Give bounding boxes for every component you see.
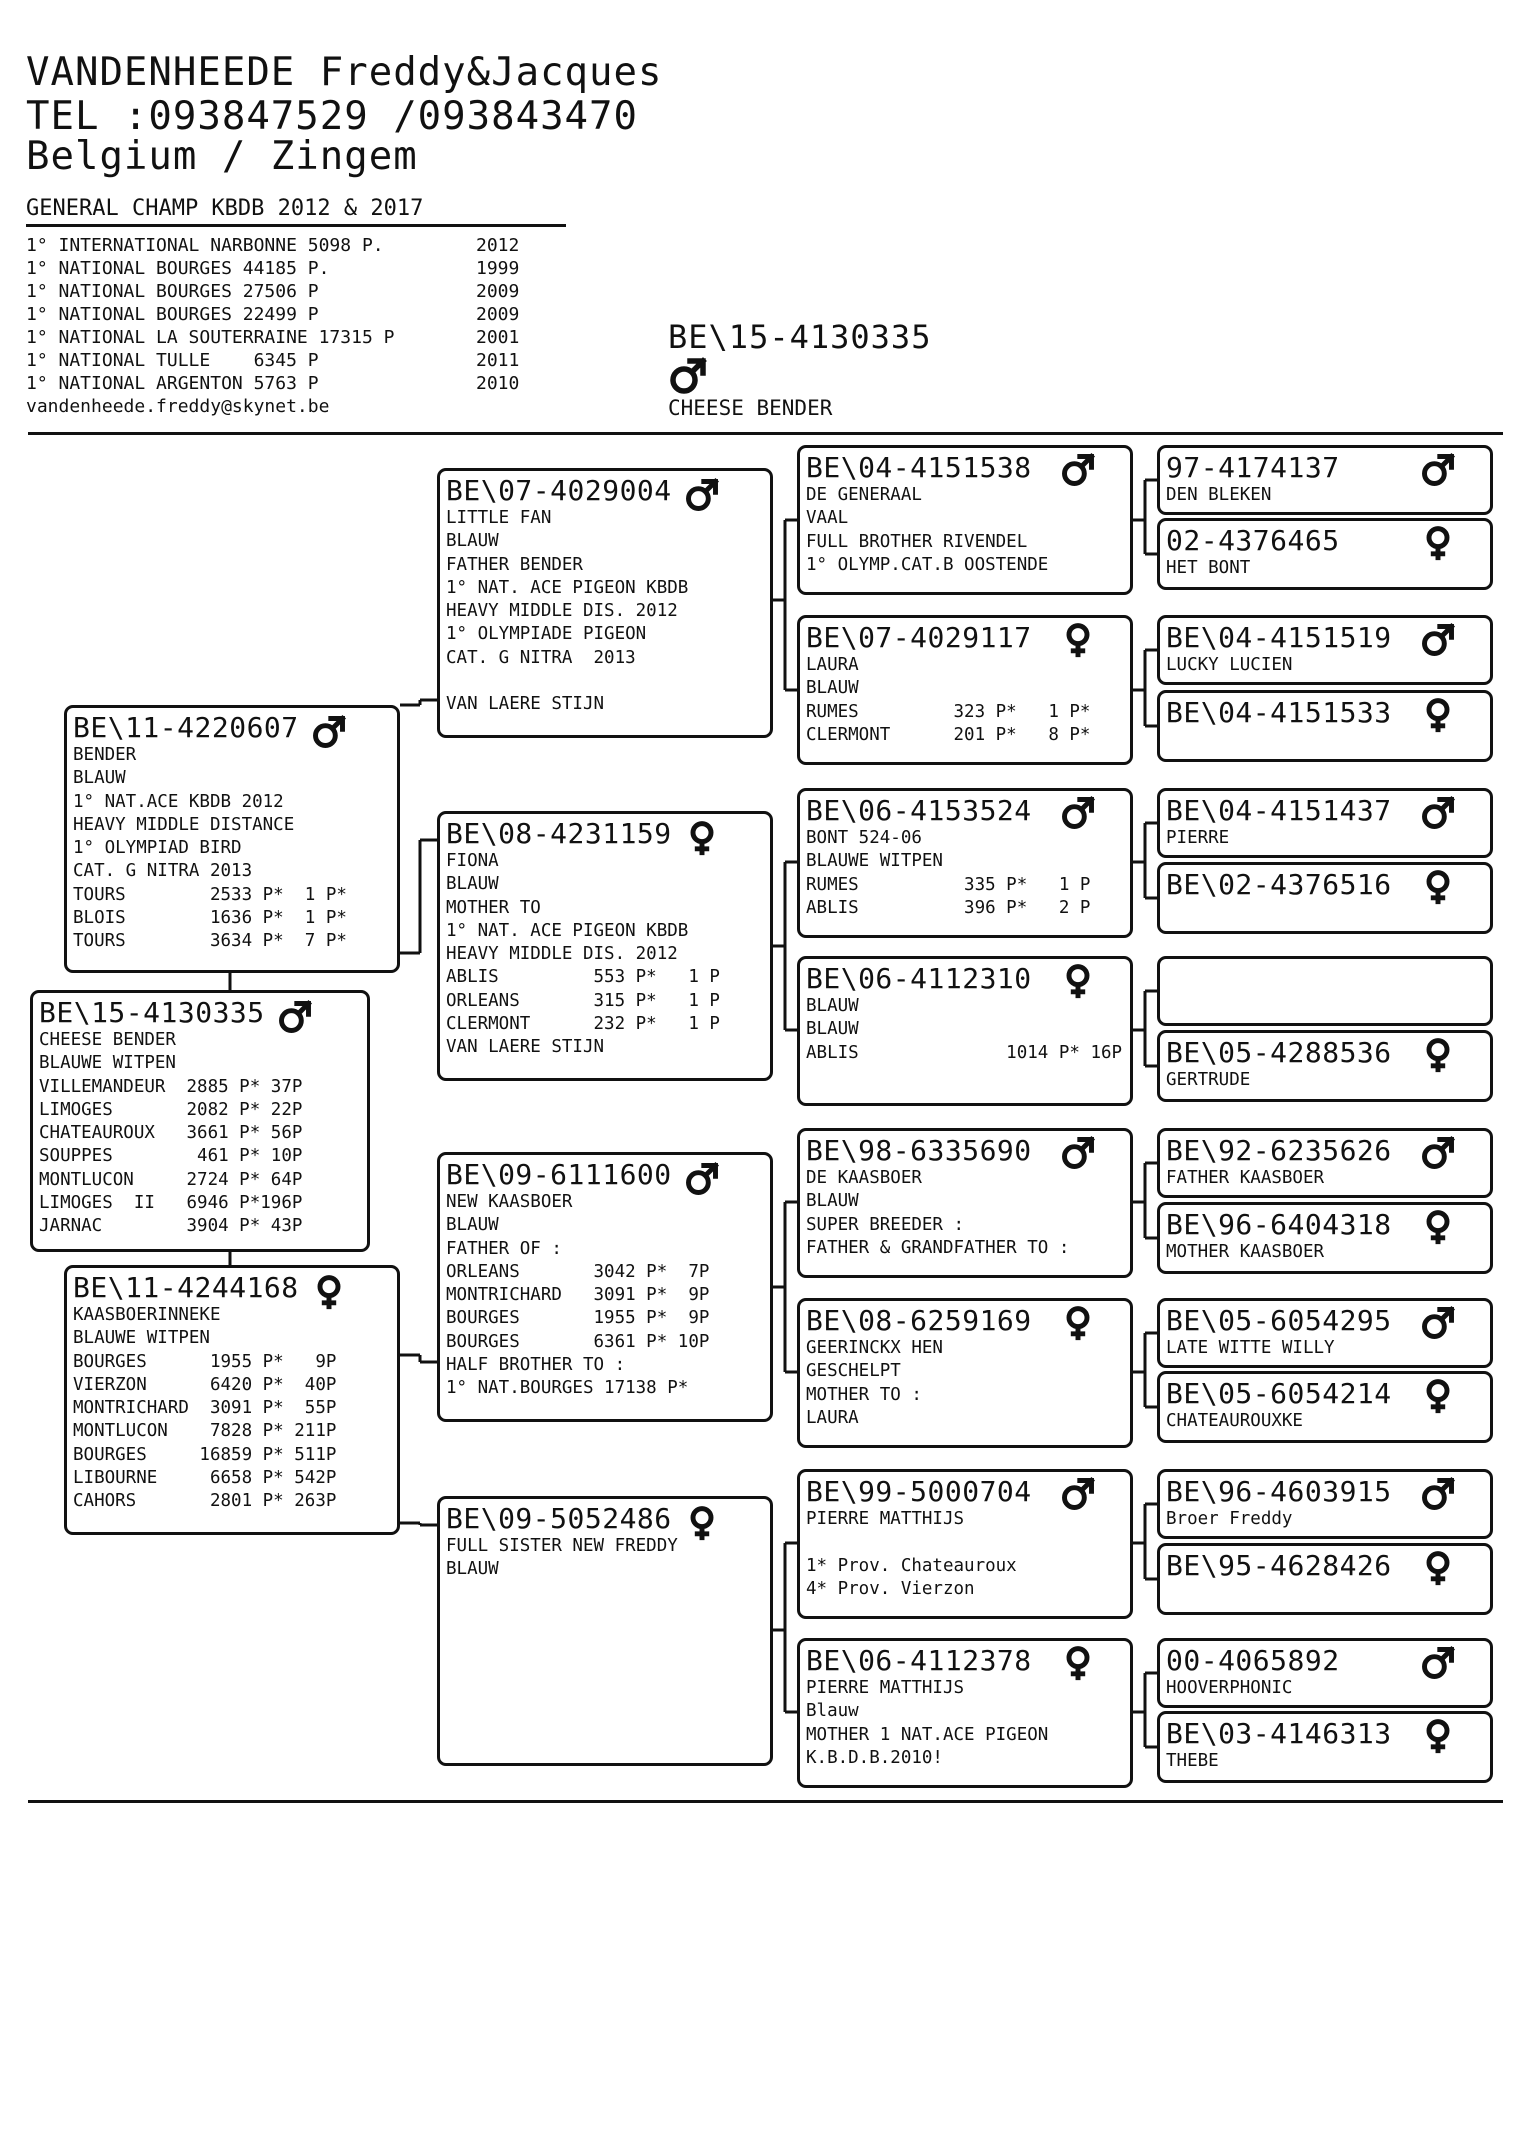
pigeon-info-line: MOTHER TO — [446, 897, 541, 918]
result-year: 2011 — [476, 350, 520, 371]
pigeon-card-p7 — [797, 445, 1133, 595]
pigeon-card-p25 — [1157, 1298, 1493, 1368]
pigeon-info-line: 1° NAT.BOURGES 17138 P* — [446, 1378, 689, 1399]
result-row — [26, 257, 519, 280]
pigeon-card-p29 — [1157, 1638, 1493, 1708]
pigeon-info-line: PIERRE MATTHIJS — [806, 1509, 965, 1529]
pigeon-info-line: JARNAC 3904 P* 43P — [39, 1216, 303, 1237]
ring-number: BE\08-6259169 — [806, 1304, 1032, 1337]
pigeon-card-p21 — [1157, 956, 1493, 1026]
pigeon-info-line: GERTRUDE — [1166, 1070, 1251, 1090]
pigeon-info-line: 1° NAT.ACE KBDB 2012 — [73, 791, 284, 812]
pigeon-info-line: RUMES 335 P* 1 P — [806, 874, 1091, 895]
pigeon-info-line: ORLEANS 3042 P* 7P — [446, 1261, 710, 1282]
pigeon-info-line: ORLEANS 315 P* 1 P — [446, 990, 720, 1011]
pigeon-info-line: NEW KAASBOER — [446, 1192, 573, 1212]
female-symbol-icon — [311, 1274, 349, 1312]
pigeon-card-p17 — [1157, 615, 1493, 685]
ring-number: 97-4174137 — [1166, 451, 1340, 484]
pigeon-info-line: 1* Prov. Chateauroux — [806, 1555, 1017, 1576]
pigeon-card-p19 — [1157, 788, 1493, 858]
pigeon-info-line: HEAVY MIDDLE DISTANCE — [73, 814, 295, 835]
pigeon-card-p26 — [1157, 1371, 1493, 1443]
result-text: 1° NATIONAL ARGENTON 5763 P — [26, 373, 319, 394]
pigeon-info-line: CLERMONT 232 P* 1 P — [446, 1014, 720, 1035]
pigeon-card-p1 — [64, 705, 400, 973]
female-symbol-icon — [1420, 1378, 1458, 1416]
pigeon-info-line: 4* Prov. Vierzon — [806, 1578, 975, 1599]
female-symbol-icon — [1420, 525, 1458, 563]
ring-number: 02-4376465 — [1166, 524, 1340, 557]
pigeon-info-line: MONTRICHARD 3091 P* 55P — [73, 1398, 337, 1419]
pigeon-info-line: HEAVY MIDDLE DIS. 2012 — [446, 601, 678, 622]
footer-divider — [28, 1800, 1503, 1803]
pigeon-card-p16 — [1157, 518, 1493, 590]
male-symbol-icon — [311, 714, 349, 752]
result-text: 1° NATIONAL BOURGES 27506 P — [26, 281, 319, 302]
male-symbol-icon — [684, 477, 722, 515]
male-symbol-icon — [1420, 1645, 1458, 1683]
pigeon-info-line: CAT. G NITRA 2013 — [446, 647, 636, 668]
pigeon-info-line: MONTLUCON 2724 P* 64P — [39, 1169, 303, 1190]
male-symbol-icon — [1420, 1135, 1458, 1173]
pigeon-info-line: BONT 524-06 — [806, 828, 922, 848]
result-text: 1° INTERNATIONAL NARBONNE 5098 P. — [26, 235, 384, 256]
pigeon-info-line: BLAUW — [446, 1215, 499, 1236]
champ-underline — [26, 224, 566, 227]
pigeon-info-line: BLOIS 1636 P* 1 P* — [73, 908, 347, 929]
pigeon-info-line: LAURA — [806, 655, 859, 675]
pigeon-info-line: LUCKY LUCIEN — [1166, 655, 1293, 675]
pigeon-info-line: FATHER OF : — [446, 1238, 562, 1259]
pigeon-info-line: RUMES 323 P* 1 P* — [806, 701, 1091, 722]
pigeon-info-line: LATE WITTE WILLY — [1166, 1338, 1335, 1358]
pigeon-info-line: FULL SISTER NEW FREDDY — [446, 1536, 678, 1556]
female-symbol-icon — [684, 1505, 722, 1543]
male-symbol-icon — [1420, 795, 1458, 833]
pigeon-info-line: GEERINCKX HEN — [806, 1338, 943, 1358]
ring-number: BE\06-4112310 — [806, 962, 1032, 995]
pigeon-info-line: MONTLUCON 7828 P* 211P — [73, 1421, 337, 1442]
ring-number: BE\06-4153524 — [806, 794, 1032, 827]
result-year: 2012 — [476, 235, 520, 256]
pigeon-info-line: BOURGES 6361 P* 10P — [446, 1331, 710, 1352]
pigeon-info-line: PIERRE MATTHIJS — [806, 1678, 965, 1698]
pigeon-info-line: TOURS 2533 P* 1 P* — [73, 884, 347, 905]
pigeon-info-line: FATHER BENDER — [446, 554, 583, 575]
pigeon-info-line: LIMOGES II 6946 P*196P — [39, 1193, 303, 1214]
female-symbol-icon — [1060, 1305, 1098, 1343]
pigeon-info-line: HET BONT — [1166, 558, 1251, 578]
pigeon-info-line — [806, 1531, 1124, 1554]
pigeon-card-p3 — [437, 468, 773, 738]
result-row — [26, 234, 519, 257]
ring-number: BE\11-4220607 — [73, 711, 299, 744]
pigeon-info-line: BENDER — [73, 745, 137, 765]
pigeon-info-line: BOURGES 1955 P* 9P — [446, 1308, 710, 1329]
male-symbol-icon — [1060, 452, 1098, 490]
pigeon-info-line: VAN LAERE STIJN — [446, 1037, 605, 1058]
owner-name: VANDENHEEDE Freddy&Jacques — [26, 50, 663, 95]
pigeon-info-line: 1° NAT. ACE PIGEON KBDB — [446, 920, 689, 941]
result-row — [26, 326, 519, 349]
male-symbol-icon — [277, 999, 315, 1037]
pigeon-info-line: Blauw — [806, 1701, 859, 1722]
pigeon-info-line: CHATEAUROUX 3661 P* 56P — [39, 1123, 303, 1144]
pigeon-info-line: VAAL — [806, 508, 849, 529]
male-symbol-icon — [1420, 1476, 1458, 1514]
pigeon-card-p14 — [797, 1638, 1133, 1788]
female-symbol-icon — [1060, 1645, 1098, 1683]
pigeon-card-p5 — [437, 1152, 773, 1422]
ring-number: BE\02-4376516 — [1166, 868, 1392, 901]
pigeon-info-line: VAN LAERE STIJN — [446, 694, 605, 715]
result-year: 2009 — [476, 304, 520, 325]
subject-name: CHEESE BENDER — [668, 396, 833, 420]
ring-number: BE\15-4130335 — [39, 996, 265, 1029]
pigeon-info-line: BLAUW — [806, 1191, 859, 1212]
ring-number: BE\04-4151538 — [806, 451, 1032, 484]
ring-number: BE\05-6054295 — [1166, 1304, 1392, 1337]
ring-number: BE\96-4603915 — [1166, 1475, 1392, 1508]
female-symbol-icon — [1420, 1037, 1458, 1075]
champ-title: GENERAL CHAMP KBDB 2012 & 2017 — [26, 196, 424, 221]
pigeon-info-line: BOURGES 1955 P* 9P — [73, 1351, 337, 1372]
pigeon-info-line: HALF BROTHER TO : — [446, 1355, 626, 1376]
female-symbol-icon — [1060, 963, 1098, 1001]
pigeon-info-line: BLAUW — [806, 678, 859, 699]
pigeon-info-line: BLAUW — [806, 1019, 859, 1040]
pigeon-info-line: MOTHER 1 NAT.ACE PIGEON — [806, 1724, 1049, 1745]
pigeon-card-p24 — [1157, 1202, 1493, 1274]
ring-number: BE\07-4029004 — [446, 474, 672, 507]
pigeon-info-line: BLAUW — [446, 531, 499, 552]
pigeon-info-line: BLAUWE WITPEN — [806, 851, 943, 872]
subject-ring-number: BE\15-4130335 — [668, 318, 932, 356]
pigeon-card-p30 — [1157, 1711, 1493, 1783]
owner-email: vandenheede.freddy@skynet.be — [26, 396, 330, 417]
male-symbol-icon — [1420, 622, 1458, 660]
pigeon-info-line: 1° OLYMPIADE PIGEON — [446, 624, 647, 645]
pigeon-info-line: BLAUWE WITPEN — [39, 1053, 176, 1074]
pigeon-info-line: LITTLE FAN — [446, 508, 552, 528]
female-symbol-icon — [1420, 1550, 1458, 1588]
male-symbol-icon — [1420, 452, 1458, 490]
pigeon-info-line: SOUPPES 461 P* 10P — [39, 1146, 303, 1167]
ring-number: BE\99-5000704 — [806, 1475, 1032, 1508]
pigeon-card-p8 — [797, 615, 1133, 765]
result-year: 1999 — [476, 258, 520, 279]
pigeon-info-line: HOOVERPHONIC — [1166, 1678, 1293, 1698]
pigeon-info-line: BOURGES 16859 P* 511P — [73, 1444, 337, 1465]
ring-number: BE\05-4288536 — [1166, 1036, 1392, 1069]
result-row — [26, 280, 519, 303]
pigeon-info-line: BLAUW — [806, 996, 859, 1016]
pigeon-card-p2 — [64, 1265, 400, 1535]
ring-number: BE\03-4146313 — [1166, 1717, 1392, 1750]
pigeon-info-line: SUPER BREEDER : — [806, 1214, 965, 1235]
ring-number: BE\08-4231159 — [446, 817, 672, 850]
owner-phone: TEL :093847529 /093843470 — [26, 94, 638, 139]
result-text: 1° NATIONAL BOURGES 44185 P. — [26, 258, 330, 279]
pigeon-card-p18 — [1157, 690, 1493, 762]
ring-number: BE\92-6235626 — [1166, 1134, 1392, 1167]
female-symbol-icon — [1420, 869, 1458, 907]
male-symbol-icon — [1420, 1305, 1458, 1343]
pigeon-info-line: CAHORS 2801 P* 263P — [73, 1491, 337, 1512]
pigeon-info-line: DE GENERAAL — [806, 485, 922, 505]
pigeon-info-line: ABLIS 1014 P* 16P — [806, 1042, 1123, 1063]
pigeon-card-p0 — [30, 990, 370, 1252]
female-symbol-icon — [1420, 1718, 1458, 1756]
female-symbol-icon — [684, 820, 722, 858]
pigeon-info-line: BLAUW — [73, 768, 126, 789]
ring-number: BE\04-4151437 — [1166, 794, 1392, 827]
pigeon-info-line: KAASBOERINNEKE — [73, 1305, 221, 1325]
female-symbol-icon — [1420, 1209, 1458, 1247]
pigeon-info-line: TOURS 3634 P* 7 P* — [73, 931, 347, 952]
result-year: 2010 — [476, 373, 520, 394]
pigeon-info-line: BLAUW — [446, 874, 499, 895]
pigeon-info-line: DE KAASBOER — [806, 1168, 922, 1188]
pigeon-card-p12 — [797, 1298, 1133, 1448]
pigeon-card-p6 — [437, 1496, 773, 1766]
pigeon-info-line: MONTRICHARD 3091 P* 9P — [446, 1285, 710, 1306]
pigeon-info-line: LIBOURNE 6658 P* 542P — [73, 1468, 337, 1489]
male-symbol-icon — [1060, 1135, 1098, 1173]
pigeon-info-line: ABLIS 553 P* 1 P — [446, 967, 720, 988]
pigeon-info-line: 1° NAT. ACE PIGEON KBDB — [446, 577, 689, 598]
owner-location: Belgium / Zingem — [26, 134, 418, 179]
pigeon-info-line: Broer Freddy — [1166, 1509, 1293, 1529]
ring-number: BE\04-4151519 — [1166, 621, 1392, 654]
pigeon-info-line: GESCHELPT — [806, 1361, 901, 1382]
result-row — [26, 372, 519, 395]
pigeon-card-p11 — [797, 1128, 1133, 1278]
pigeon-card-p28 — [1157, 1543, 1493, 1615]
pigeon-info-line: VILLEMANDEUR 2885 P* 37P — [39, 1076, 303, 1097]
ring-number: BE\09-6111600 — [446, 1158, 672, 1191]
pigeon-card-p10 — [797, 956, 1133, 1106]
pigeon-card-p15 — [1157, 445, 1493, 515]
ring-number: BE\11-4244168 — [73, 1271, 299, 1304]
result-year: 2009 — [476, 281, 520, 302]
ring-number: BE\04-4151533 — [1166, 696, 1392, 729]
pigeon-info-line: CLERMONT 201 P* 8 P* — [806, 724, 1091, 745]
pigeon-card-p20 — [1157, 862, 1493, 934]
pigeon-info-line: LAURA — [806, 1407, 859, 1428]
pigeon-info-line: 1° OLYMP.CAT.B OOSTENDE — [806, 554, 1049, 575]
ring-number: BE\96-6404318 — [1166, 1208, 1392, 1241]
header-divider — [28, 432, 1503, 435]
female-symbol-icon — [1420, 697, 1458, 735]
female-symbol-icon — [1060, 622, 1098, 660]
pigeon-info-line: LIMOGES 2082 P* 22P — [39, 1099, 303, 1120]
pigeon-info-line: BLAUWE WITPEN — [73, 1328, 210, 1349]
pigeon-info-line: VIERZON 6420 P* 40P — [73, 1374, 337, 1395]
male-symbol-icon — [1060, 795, 1098, 833]
result-row — [26, 349, 519, 372]
pigeon-card-p23 — [1157, 1128, 1493, 1198]
result-text: 1° NATIONAL TULLE 6345 P — [26, 350, 319, 371]
pigeon-card-p22 — [1157, 1030, 1493, 1102]
result-row — [26, 303, 519, 326]
pigeon-info-line: HEAVY MIDDLE DIS. 2012 — [446, 944, 678, 965]
pigeon-info-line: K.B.D.B.2010! — [806, 1747, 943, 1768]
result-text: 1° NATIONAL BOURGES 22499 P — [26, 304, 319, 325]
ring-number: BE\05-6054214 — [1166, 1377, 1392, 1410]
male-symbol-icon — [684, 1161, 722, 1199]
result-text: 1° NATIONAL LA SOUTERRAINE 17315 P — [26, 327, 395, 348]
ring-number: 00-4065892 — [1166, 1644, 1340, 1677]
pigeon-info-line: 1° OLYMPIAD BIRD — [73, 838, 242, 859]
pigeon-info-line: MOTHER KAASBOER — [1166, 1242, 1325, 1262]
ring-number: BE\95-4628426 — [1166, 1549, 1392, 1582]
pigeon-info-line: THEBE — [1166, 1751, 1219, 1771]
pigeon-info-line: CAT. G NITRA 2013 — [73, 861, 253, 882]
pigeon-info-line: PIERRE — [1166, 828, 1230, 848]
ring-number: BE\09-5052486 — [446, 1502, 672, 1535]
pigeon-info-line: ABLIS 396 P* 2 P — [806, 897, 1091, 918]
result-year: 2001 — [476, 327, 520, 348]
results-list — [26, 234, 519, 395]
male-symbol-icon — [668, 356, 708, 396]
pigeon-card-p27 — [1157, 1469, 1493, 1539]
pigeon-info-line: FATHER & GRANDFATHER TO : — [806, 1237, 1070, 1258]
ring-number: BE\06-4112378 — [806, 1644, 1032, 1677]
pigeon-info-line: FIONA — [446, 851, 499, 871]
pigeon-info-line: MOTHER TO : — [806, 1384, 922, 1405]
pigeon-info-line: CHEESE BENDER — [39, 1030, 176, 1050]
pigeon-info-line: FATHER KAASBOER — [1166, 1168, 1325, 1188]
ring-number: BE\98-6335690 — [806, 1134, 1032, 1167]
pigeon-info-line: CHATEAUROUXKE — [1166, 1411, 1303, 1431]
pigeon-card-p4 — [437, 811, 773, 1081]
pigeon-info-line: FULL BROTHER RIVENDEL — [806, 531, 1028, 552]
pigeon-info-line: DEN BLEKEN — [1166, 485, 1272, 505]
pigeon-info-line — [446, 670, 764, 693]
pigeon-info-line: BLAUW — [446, 1559, 499, 1580]
pigeon-card-p13 — [797, 1469, 1133, 1619]
pigeon-card-p9 — [797, 788, 1133, 938]
male-symbol-icon — [1060, 1476, 1098, 1514]
ring-number: BE\07-4029117 — [806, 621, 1032, 654]
